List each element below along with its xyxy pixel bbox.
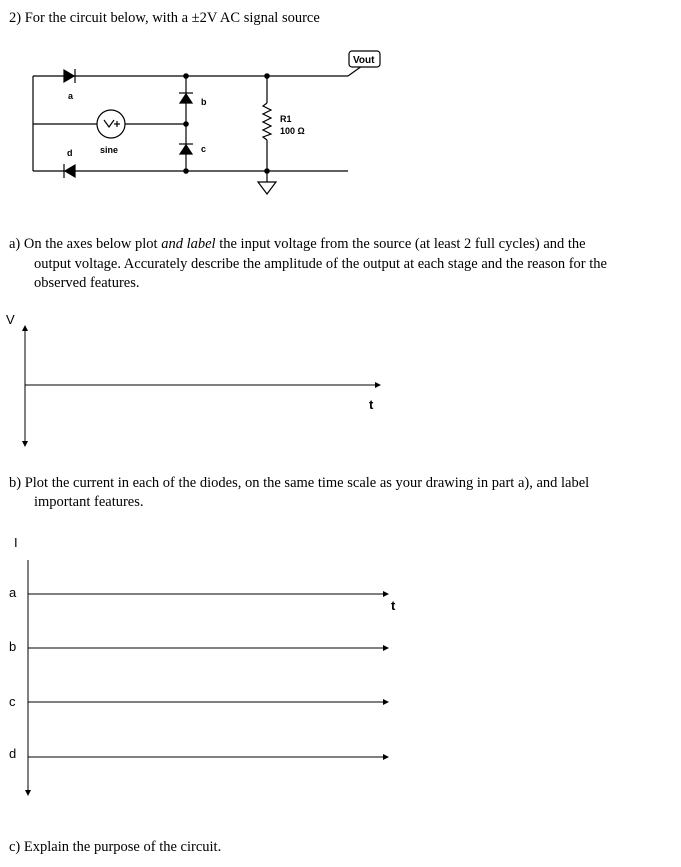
diode-b-label: b xyxy=(201,97,207,107)
part-b-line-1: b) Plot the current in each of the diodes, on the same time scale as your drawing in part a), and label xyxy=(9,475,590,491)
source-label: sine xyxy=(100,145,119,155)
diode-a-label: a xyxy=(68,91,74,101)
diode-d-label: d xyxy=(67,148,73,158)
current-row-a-label: a xyxy=(9,585,17,600)
current-row-d-label: d xyxy=(9,746,17,761)
voltage-y-label: V xyxy=(6,312,15,327)
part-a-line-3: observed features. xyxy=(34,275,140,291)
resistor-name: R1 xyxy=(280,114,292,124)
current-y-label: I xyxy=(14,535,18,550)
part-a-emphasis: and label xyxy=(161,236,216,252)
part-a-line-2: output voltage. Accurately describe the amplitude of the output at each stage and the reason for the xyxy=(34,256,607,272)
part-a-rest: the input voltage from the source (at least 2 full cycles) and the xyxy=(215,236,586,252)
voltage-x-label: t xyxy=(369,397,374,412)
resistor-value: 100 Ω xyxy=(280,126,305,136)
current-row-b-label: b xyxy=(9,639,17,654)
part-a-lead: a) On the axes below plot xyxy=(9,236,162,252)
current-x-label: t xyxy=(391,598,396,613)
part-c: c) Explain the purpose of the circuit. xyxy=(9,839,222,855)
vout-label: Vout xyxy=(353,55,375,66)
current-row-c-label: c xyxy=(9,694,16,709)
part-b-line-2: important features. xyxy=(34,494,144,510)
diode-c-label: c xyxy=(201,144,207,154)
question-title: 2) For the circuit below, with a ±2V AC signal source xyxy=(9,10,320,26)
